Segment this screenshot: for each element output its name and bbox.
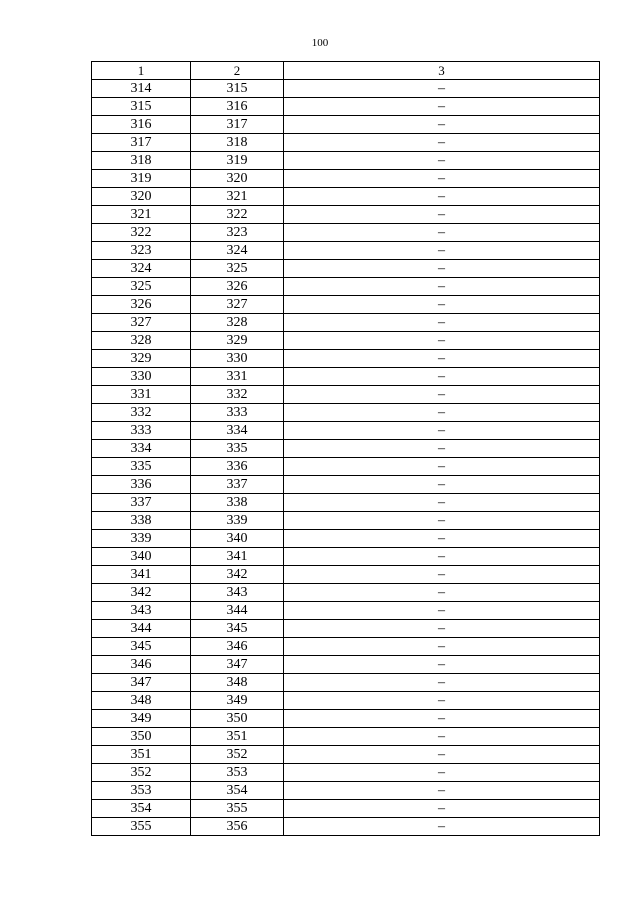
table-row: [92, 242, 600, 260]
table-cell-col-1: 337: [92, 494, 191, 512]
page-number: 100: [311, 37, 329, 49]
table-row: [92, 224, 600, 242]
table-row: [92, 350, 600, 368]
table-row: [92, 782, 600, 800]
table-row: [92, 746, 600, 764]
table-row: [92, 134, 600, 152]
table-cell-col-2: 339: [191, 512, 284, 530]
table-cell-col-1: 327: [92, 314, 191, 332]
table-cell-col-1: 326: [92, 296, 191, 314]
table-cell-col-1: 344: [92, 620, 191, 638]
table-row: [92, 584, 600, 602]
table-cell-col-3: –: [284, 548, 600, 566]
table-row: [92, 458, 600, 476]
table-cell-col-1: 340: [92, 548, 191, 566]
table-cell-col-2: 343: [191, 584, 284, 602]
table-cell-col-1: 314: [92, 80, 191, 98]
table-cell-col-3: –: [284, 314, 600, 332]
table-cell-col-3: –: [284, 368, 600, 386]
table-cell-col-1: 351: [92, 746, 191, 764]
table-row: [92, 602, 600, 620]
table-cell-col-3: –: [284, 98, 600, 116]
table-row: [92, 692, 600, 710]
table-cell-col-2: 344: [191, 602, 284, 620]
table-cell-col-2: 323: [191, 224, 284, 242]
data-table: [91, 61, 600, 836]
table-cell-col-2: 340: [191, 530, 284, 548]
table-cell-col-2: 324: [191, 242, 284, 260]
column-header-2: 2: [191, 62, 284, 80]
table-row: [92, 206, 600, 224]
table-row: [92, 188, 600, 206]
table-cell-col-1: 348: [92, 692, 191, 710]
table-cell-col-3: –: [284, 350, 600, 368]
table-cell-col-1: 323: [92, 242, 191, 260]
table-cell-col-1: 349: [92, 710, 191, 728]
table-row: [92, 422, 600, 440]
table-cell-col-2: 331: [191, 368, 284, 386]
table-cell-col-1: 329: [92, 350, 191, 368]
table-row: [92, 818, 600, 836]
table-row: [92, 278, 600, 296]
table-row: [92, 494, 600, 512]
table-cell-col-2: 342: [191, 566, 284, 584]
table-cell-col-2: 338: [191, 494, 284, 512]
table-cell-col-1: 318: [92, 152, 191, 170]
table-cell-col-2: 341: [191, 548, 284, 566]
table-row: [92, 404, 600, 422]
table-cell-col-1: 324: [92, 260, 191, 278]
table-row: [92, 368, 600, 386]
table-cell-col-2: 336: [191, 458, 284, 476]
table-cell-col-1: 347: [92, 674, 191, 692]
table-cell-col-1: 319: [92, 170, 191, 188]
table-cell-col-2: 315: [191, 80, 284, 98]
table-row: [92, 332, 600, 350]
table-cell-col-2: 321: [191, 188, 284, 206]
table-cell-col-2: 346: [191, 638, 284, 656]
table-cell-col-1: 354: [92, 800, 191, 818]
table-cell-col-3: –: [284, 278, 600, 296]
table-row: [92, 656, 600, 674]
table-row: [92, 674, 600, 692]
table-cell-col-2: 320: [191, 170, 284, 188]
table-cell-col-3: –: [284, 296, 600, 314]
table-cell-col-3: –: [284, 188, 600, 206]
table-cell-col-1: 346: [92, 656, 191, 674]
table-cell-col-3: –: [284, 800, 600, 818]
table-row: [92, 440, 600, 458]
table-row: [92, 296, 600, 314]
table-row: [92, 764, 600, 782]
table-cell-col-1: 321: [92, 206, 191, 224]
table-row: [92, 98, 600, 116]
table-cell-col-3: –: [284, 440, 600, 458]
table-row: [92, 170, 600, 188]
table-cell-col-1: 328: [92, 332, 191, 350]
table-cell-col-3: –: [284, 170, 600, 188]
table-cell-col-3: –: [284, 764, 600, 782]
table-cell-col-3: –: [284, 692, 600, 710]
table-cell-col-3: –: [284, 386, 600, 404]
table-cell-col-2: 316: [191, 98, 284, 116]
table-cell-col-3: –: [284, 80, 600, 98]
table-cell-col-1: 350: [92, 728, 191, 746]
table-cell-col-1: 315: [92, 98, 191, 116]
table-cell-col-3: –: [284, 602, 600, 620]
table-row: [92, 512, 600, 530]
table-cell-col-2: 319: [191, 152, 284, 170]
table-cell-col-1: 338: [92, 512, 191, 530]
table-cell-col-3: –: [284, 746, 600, 764]
table-cell-col-2: 337: [191, 476, 284, 494]
table-cell-col-2: 334: [191, 422, 284, 440]
table-cell-col-3: –: [284, 512, 600, 530]
table-cell-col-2: 349: [191, 692, 284, 710]
table-cell-col-3: –: [284, 782, 600, 800]
table-cell-col-3: –: [284, 638, 600, 656]
table-cell-col-1: 336: [92, 476, 191, 494]
table-row: [92, 260, 600, 278]
table-cell-col-2: 356: [191, 818, 284, 836]
table-cell-col-2: 354: [191, 782, 284, 800]
table-cell-col-3: –: [284, 260, 600, 278]
table-cell-col-3: –: [284, 818, 600, 836]
table-row: [92, 620, 600, 638]
table-cell-col-3: –: [284, 494, 600, 512]
table-cell-col-1: 355: [92, 818, 191, 836]
table-cell-col-1: 345: [92, 638, 191, 656]
table-cell-col-3: –: [284, 728, 600, 746]
table-cell-col-3: –: [284, 134, 600, 152]
table-row: [92, 476, 600, 494]
table-row: [92, 566, 600, 584]
table-cell-col-1: 330: [92, 368, 191, 386]
table-cell-col-1: 353: [92, 782, 191, 800]
table-cell-col-2: 348: [191, 674, 284, 692]
column-header-1: 1: [92, 62, 191, 80]
table-cell-col-3: –: [284, 674, 600, 692]
table-cell-col-3: –: [284, 404, 600, 422]
table-cell-col-1: 332: [92, 404, 191, 422]
table-cell-col-2: 317: [191, 116, 284, 134]
table-cell-col-3: –: [284, 206, 600, 224]
table-cell-col-2: 353: [191, 764, 284, 782]
table-cell-col-1: 325: [92, 278, 191, 296]
table-cell-col-3: –: [284, 152, 600, 170]
table-cell-col-3: –: [284, 710, 600, 728]
table-cell-col-3: –: [284, 116, 600, 134]
table-row: [92, 800, 600, 818]
table-cell-col-2: 327: [191, 296, 284, 314]
table-cell-col-1: 316: [92, 116, 191, 134]
table-cell-col-3: –: [284, 224, 600, 242]
table-cell-col-1: 333: [92, 422, 191, 440]
table-cell-col-3: –: [284, 242, 600, 260]
table-cell-col-2: 347: [191, 656, 284, 674]
table-cell-col-3: –: [284, 584, 600, 602]
table-row: [92, 152, 600, 170]
table-cell-col-2: 355: [191, 800, 284, 818]
table-cell-col-1: 317: [92, 134, 191, 152]
table-cell-col-1: 339: [92, 530, 191, 548]
table-cell-col-3: –: [284, 476, 600, 494]
table-cell-col-2: 352: [191, 746, 284, 764]
table-header-row: [92, 62, 600, 80]
table-cell-col-2: 350: [191, 710, 284, 728]
table-cell-col-2: 318: [191, 134, 284, 152]
table-cell-col-1: 342: [92, 584, 191, 602]
table-cell-col-3: –: [284, 530, 600, 548]
table-cell-col-1: 331: [92, 386, 191, 404]
table-cell-col-1: 352: [92, 764, 191, 782]
table-row: [92, 530, 600, 548]
table-cell-col-3: –: [284, 458, 600, 476]
table-cell-col-1: 341: [92, 566, 191, 584]
table-cell-col-2: 330: [191, 350, 284, 368]
table-row: [92, 80, 600, 98]
table-cell-col-2: 326: [191, 278, 284, 296]
table-cell-col-3: –: [284, 620, 600, 638]
table-cell-col-2: 329: [191, 332, 284, 350]
table-body: [92, 80, 600, 836]
table-cell-col-2: 351: [191, 728, 284, 746]
table-cell-col-2: 332: [191, 386, 284, 404]
table-row: [92, 548, 600, 566]
table-cell-col-2: 345: [191, 620, 284, 638]
table-cell-col-1: 334: [92, 440, 191, 458]
table-cell-col-2: 335: [191, 440, 284, 458]
table-row: [92, 728, 600, 746]
table-cell-col-1: 343: [92, 602, 191, 620]
table-cell-col-3: –: [284, 566, 600, 584]
table-cell-col-2: 322: [191, 206, 284, 224]
table-row: [92, 638, 600, 656]
table-row: [92, 314, 600, 332]
table-cell-col-1: 320: [92, 188, 191, 206]
table-row: [92, 386, 600, 404]
table-cell-col-2: 333: [191, 404, 284, 422]
table-cell-col-3: –: [284, 332, 600, 350]
table-cell-col-1: 335: [92, 458, 191, 476]
table-row: [92, 116, 600, 134]
column-header-3: 3: [284, 62, 600, 80]
table-cell-col-1: 322: [92, 224, 191, 242]
table-cell-col-2: 328: [191, 314, 284, 332]
table-cell-col-3: –: [284, 656, 600, 674]
table-cell-col-2: 325: [191, 260, 284, 278]
table-row: [92, 710, 600, 728]
table-cell-col-3: –: [284, 422, 600, 440]
